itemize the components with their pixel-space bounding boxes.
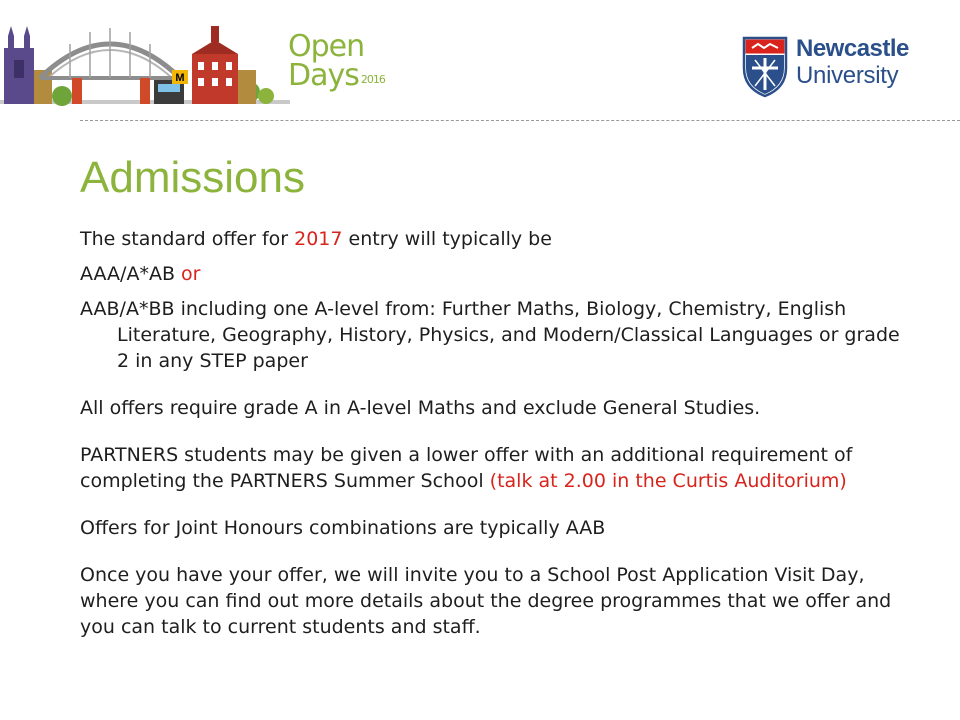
page-title: Admissions (80, 153, 305, 202)
newcastle-skyline-illustration (0, 0, 290, 120)
university-shield-icon (742, 36, 788, 98)
red-brick-building-icon (192, 26, 256, 104)
maths-requirement-paragraph: All offers require grade A in A-level Maths and exclude General Studies. (80, 397, 761, 419)
entry-year: 2017 (294, 228, 343, 250)
metro-station-icon (154, 70, 188, 104)
offer-or: or (174, 263, 201, 285)
university-wordmark-line2: University (796, 62, 899, 89)
partners-paragraph (80, 442, 900, 494)
offer-grades: AAA/A*AB (80, 263, 175, 285)
university-wordmark-line1: Newcastle (796, 35, 909, 62)
open-days-logo (288, 29, 385, 94)
offer-grades-paragraph (80, 261, 900, 287)
partners-text: PARTNERS students may be given a lower offer with an additional requirement of completing the PARTNERS Summer School (80, 444, 853, 492)
university-wordmark (796, 36, 909, 90)
tree-icon (258, 88, 274, 104)
standard-offer-text-before: The standard offer for (80, 228, 295, 250)
alternative-offer-paragraph: AAB/A*BB including one A-level from: Further Maths, Biology, Chemistry, English Literature, Geography, History, Physics, and Modern/Classical Languages or grade 2 in any STEP paper (80, 298, 900, 372)
joint-honours-paragraph: Offers for Joint Honours combinations are typically AAB (80, 517, 606, 539)
standard-offer-text-after: entry will typically be (342, 228, 552, 250)
cathedral-icon (4, 26, 52, 104)
open-days-line2: Days (288, 58, 359, 93)
metro-sign: M (175, 72, 185, 84)
visit-day-paragraph: Once you have your offer, we will invite you to a School Post Application Visit Day, where you can find out more details about the degree programmes that we offer and you can talk to current students and staff. (80, 564, 892, 638)
header-divider (80, 120, 960, 121)
standard-offer-paragraph (80, 226, 900, 252)
open-days-line1: Open (288, 29, 365, 64)
slide-body (80, 226, 900, 640)
partners-talk-note: (talk at 2.00 in the Curtis Auditorium) (489, 470, 847, 492)
tree-icon (52, 86, 72, 106)
open-days-year: 2016 (360, 73, 385, 86)
